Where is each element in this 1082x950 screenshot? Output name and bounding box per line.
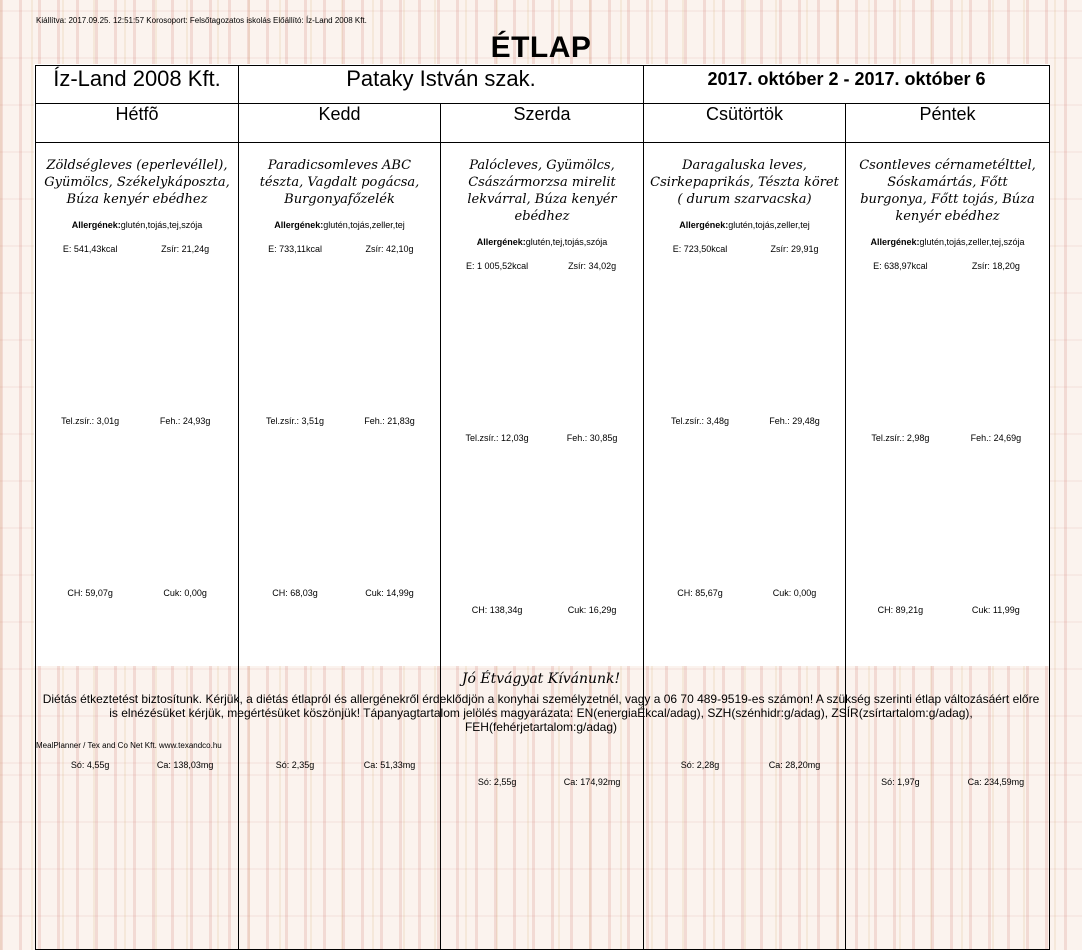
meal-cell	[239, 143, 441, 950]
day-header-row	[36, 104, 1050, 143]
nutrition-row	[650, 760, 839, 932]
allergens-label: Allergének:	[870, 237, 920, 247]
nutrition-row	[42, 760, 232, 932]
nutrient-value: Só: 2,55g	[477, 777, 517, 787]
meal-cell	[441, 143, 644, 950]
nutrient-value: Feh.: 29,48g	[769, 416, 820, 426]
nutrient-value: Cuk: 11,99g	[971, 605, 1020, 615]
allergens-line	[245, 220, 434, 230]
meal-cell	[644, 143, 846, 950]
nutrient-value: E: 723,50kcal	[672, 244, 728, 254]
nutrient-value: Cuk: 0,00g	[163, 588, 207, 598]
nutrition-row	[852, 777, 1043, 949]
nutrition-table	[650, 244, 839, 932]
nutrition-table	[852, 261, 1043, 949]
meal-content	[441, 143, 643, 949]
nutrient-value: Só: 1,97g	[881, 777, 920, 787]
issue-info: Kiállítva: 2017.09.25. 12:51:57 Korosoport: Felsőtagozatos iskolás Előállító: Íz-Land 2008 Kft.	[36, 16, 367, 25]
day-header: Szerda	[441, 104, 644, 143]
allergens-line	[447, 237, 637, 247]
nutrient-value: Cuk: 14,99g	[365, 588, 414, 598]
nutrient-value: Zsír: 34,02g	[568, 261, 617, 271]
nutrient-value: Cuk: 16,29g	[567, 605, 617, 615]
meal-cell	[846, 143, 1050, 950]
bon-appetit-text: Jó Étvágyat Kívánunk!	[461, 671, 621, 687]
day-header: Csütörtök	[644, 104, 846, 143]
allergens-list: glutén,tojás,zeller,tej,szója	[919, 237, 1025, 247]
nutrition-row	[245, 244, 434, 416]
nutrient-value: Feh.: 24,69g	[970, 433, 1022, 443]
nutrition-row	[42, 416, 232, 588]
nutrient-value: E: 733,11kcal	[268, 244, 322, 254]
nutrient-value: Tel.zsír.: 12,03g	[465, 433, 529, 443]
allergens-label: Allergének:	[274, 220, 324, 230]
nutrition-table	[42, 244, 232, 932]
meal-row	[36, 143, 1050, 950]
nutrient-value: E: 638,97kcal	[873, 261, 928, 271]
dish-text: Paradicsomleves ABC tészta, Vagdalt pogácsa, Burgonyafőzelék	[259, 158, 420, 207]
nutrition-row	[447, 433, 637, 605]
nutrient-value: Só: 4,55g	[70, 760, 110, 770]
nutrient-value: Feh.: 21,83g	[364, 416, 415, 426]
allergens-label: Allergének:	[679, 220, 729, 230]
nutrient-value: CH: 85,67g	[677, 588, 723, 598]
nutrient-value: Ca: 138,03mg	[156, 760, 214, 770]
dish-text: Palócleves, Gyümölcs, Császármorzsa mirelit lekvárral, Búza kenyér ebédhez	[467, 158, 617, 224]
meal-content	[239, 143, 440, 932]
nutrition-row	[650, 416, 839, 588]
day-header: Kedd	[239, 104, 441, 143]
nutrient-value: Tel.zsír.: 3,48g	[671, 416, 730, 426]
dish-text: Daragaluska leves, Csirkepaprikás, Tészta köret ( durum szarvacska)	[650, 158, 839, 207]
page-title: ÉTLAP	[490, 31, 592, 64]
nutrient-value: Zsír: 29,91g	[770, 244, 819, 254]
nutrient-value: Ca: 174,92mg	[563, 777, 621, 787]
nutrient-value: Tel.zsír.: 3,51g	[266, 416, 325, 426]
nutrition-table	[447, 261, 637, 949]
menu-table	[35, 65, 1050, 950]
school-name: Pataky István szak.	[239, 66, 644, 104]
nutrient-value: Ca: 51,33mg	[363, 760, 416, 770]
nutrient-value: Cuk: 0,00g	[772, 588, 817, 598]
nutrition-row	[650, 244, 839, 416]
nutrient-value: Feh.: 24,93g	[159, 416, 211, 426]
allergens-list: glutén,tojás,tej,szója	[120, 220, 203, 230]
nutrition-row	[852, 261, 1043, 433]
nutrition-row	[852, 433, 1043, 605]
nutrition-row	[245, 416, 434, 588]
meal-content	[846, 143, 1049, 949]
allergens-list: glutén,tej,tojás,szója	[525, 237, 608, 247]
meal-content	[644, 143, 845, 932]
allergens-line	[650, 220, 839, 230]
nutrient-value: CH: 89,21g	[877, 605, 924, 615]
meal-content	[36, 143, 238, 932]
nutrient-value: Ca: 28,20mg	[768, 760, 821, 770]
nutrient-value: Zsír: 18,20g	[971, 261, 1020, 271]
nutrient-value: Tel.zsír.: 3,01g	[61, 416, 120, 426]
diet-notice: Diétás étkeztetést biztosítunk. Kérjük, a diétás étlapról és allergénekről érdeklődjön a konyhai személyzetnél, vagy a 06 70 489-9519-es számon! A szükség szerinti étlap változásáért előre is elnézésüket kérjük, megértésüket köszönjük! Tápanyagtartalom jelölés magyarázata: EN(energiaÉkcal/adag), SZH(szénhidr:g/adag), ZSÍR(zsírtartalom:g/adag), FEH(fehérjetartalom:g/adag)	[42, 692, 1040, 734]
nutrition-row	[447, 777, 637, 949]
allergens-line	[852, 237, 1043, 247]
software-credit: MealPlanner / Tex and Co Net Kft. www.texandco.hu	[36, 741, 222, 750]
meal-cell	[36, 143, 239, 950]
nutrient-value: Ca: 234,59mg	[967, 777, 1025, 787]
nutrition-table	[245, 244, 434, 932]
dish-text: Csontleves cérnametélttel, Sóskamártás, Főtt burgonya, Főtt tojás, Búza kenyér ebédhez	[859, 158, 1036, 224]
allergens-list: glutén,tojás,zeller,tej	[728, 220, 810, 230]
nutrient-value: Tel.zsír.: 2,98g	[871, 433, 930, 443]
nutrient-value: CH: 59,07g	[67, 588, 113, 598]
allergens-line	[42, 220, 232, 230]
allergens-label: Allergének:	[476, 237, 526, 247]
allergens-label: Allergének:	[71, 220, 121, 230]
nutrient-value: Só: 2,35g	[275, 760, 315, 770]
nutrient-value: E: 1 005,52kcal	[466, 261, 529, 271]
nutrient-value: E: 541,43kcal	[62, 244, 118, 254]
day-header: Hétfõ	[36, 104, 239, 143]
date-range: 2017. október 2 - 2017. október 6	[644, 66, 1050, 104]
nutrient-value: Zsír: 21,24g	[161, 244, 210, 254]
nutrient-value: CH: 68,03g	[272, 588, 318, 598]
nutrient-value: Só: 2,28g	[680, 760, 720, 770]
nutrient-value: Zsír: 42,10g	[365, 244, 414, 254]
nutrition-row	[245, 760, 434, 932]
header-row	[36, 66, 1050, 104]
allergens-list: glutén,tojás,zeller,tej	[323, 220, 405, 230]
footer	[0, 670, 1082, 734]
nutrient-value: Feh.: 30,85g	[566, 433, 618, 443]
nutrition-row	[42, 244, 232, 416]
nutrition-row	[447, 261, 637, 433]
day-header: Péntek	[846, 104, 1050, 143]
company-name: Íz-Land 2008 Kft.	[36, 66, 239, 104]
nutrient-value: CH: 138,34g	[471, 605, 523, 615]
dish-text: Zöldségleves (eperlevéllel), Gyümölcs, Székelykáposzta, Búza kenyér ebédhez	[44, 158, 230, 207]
